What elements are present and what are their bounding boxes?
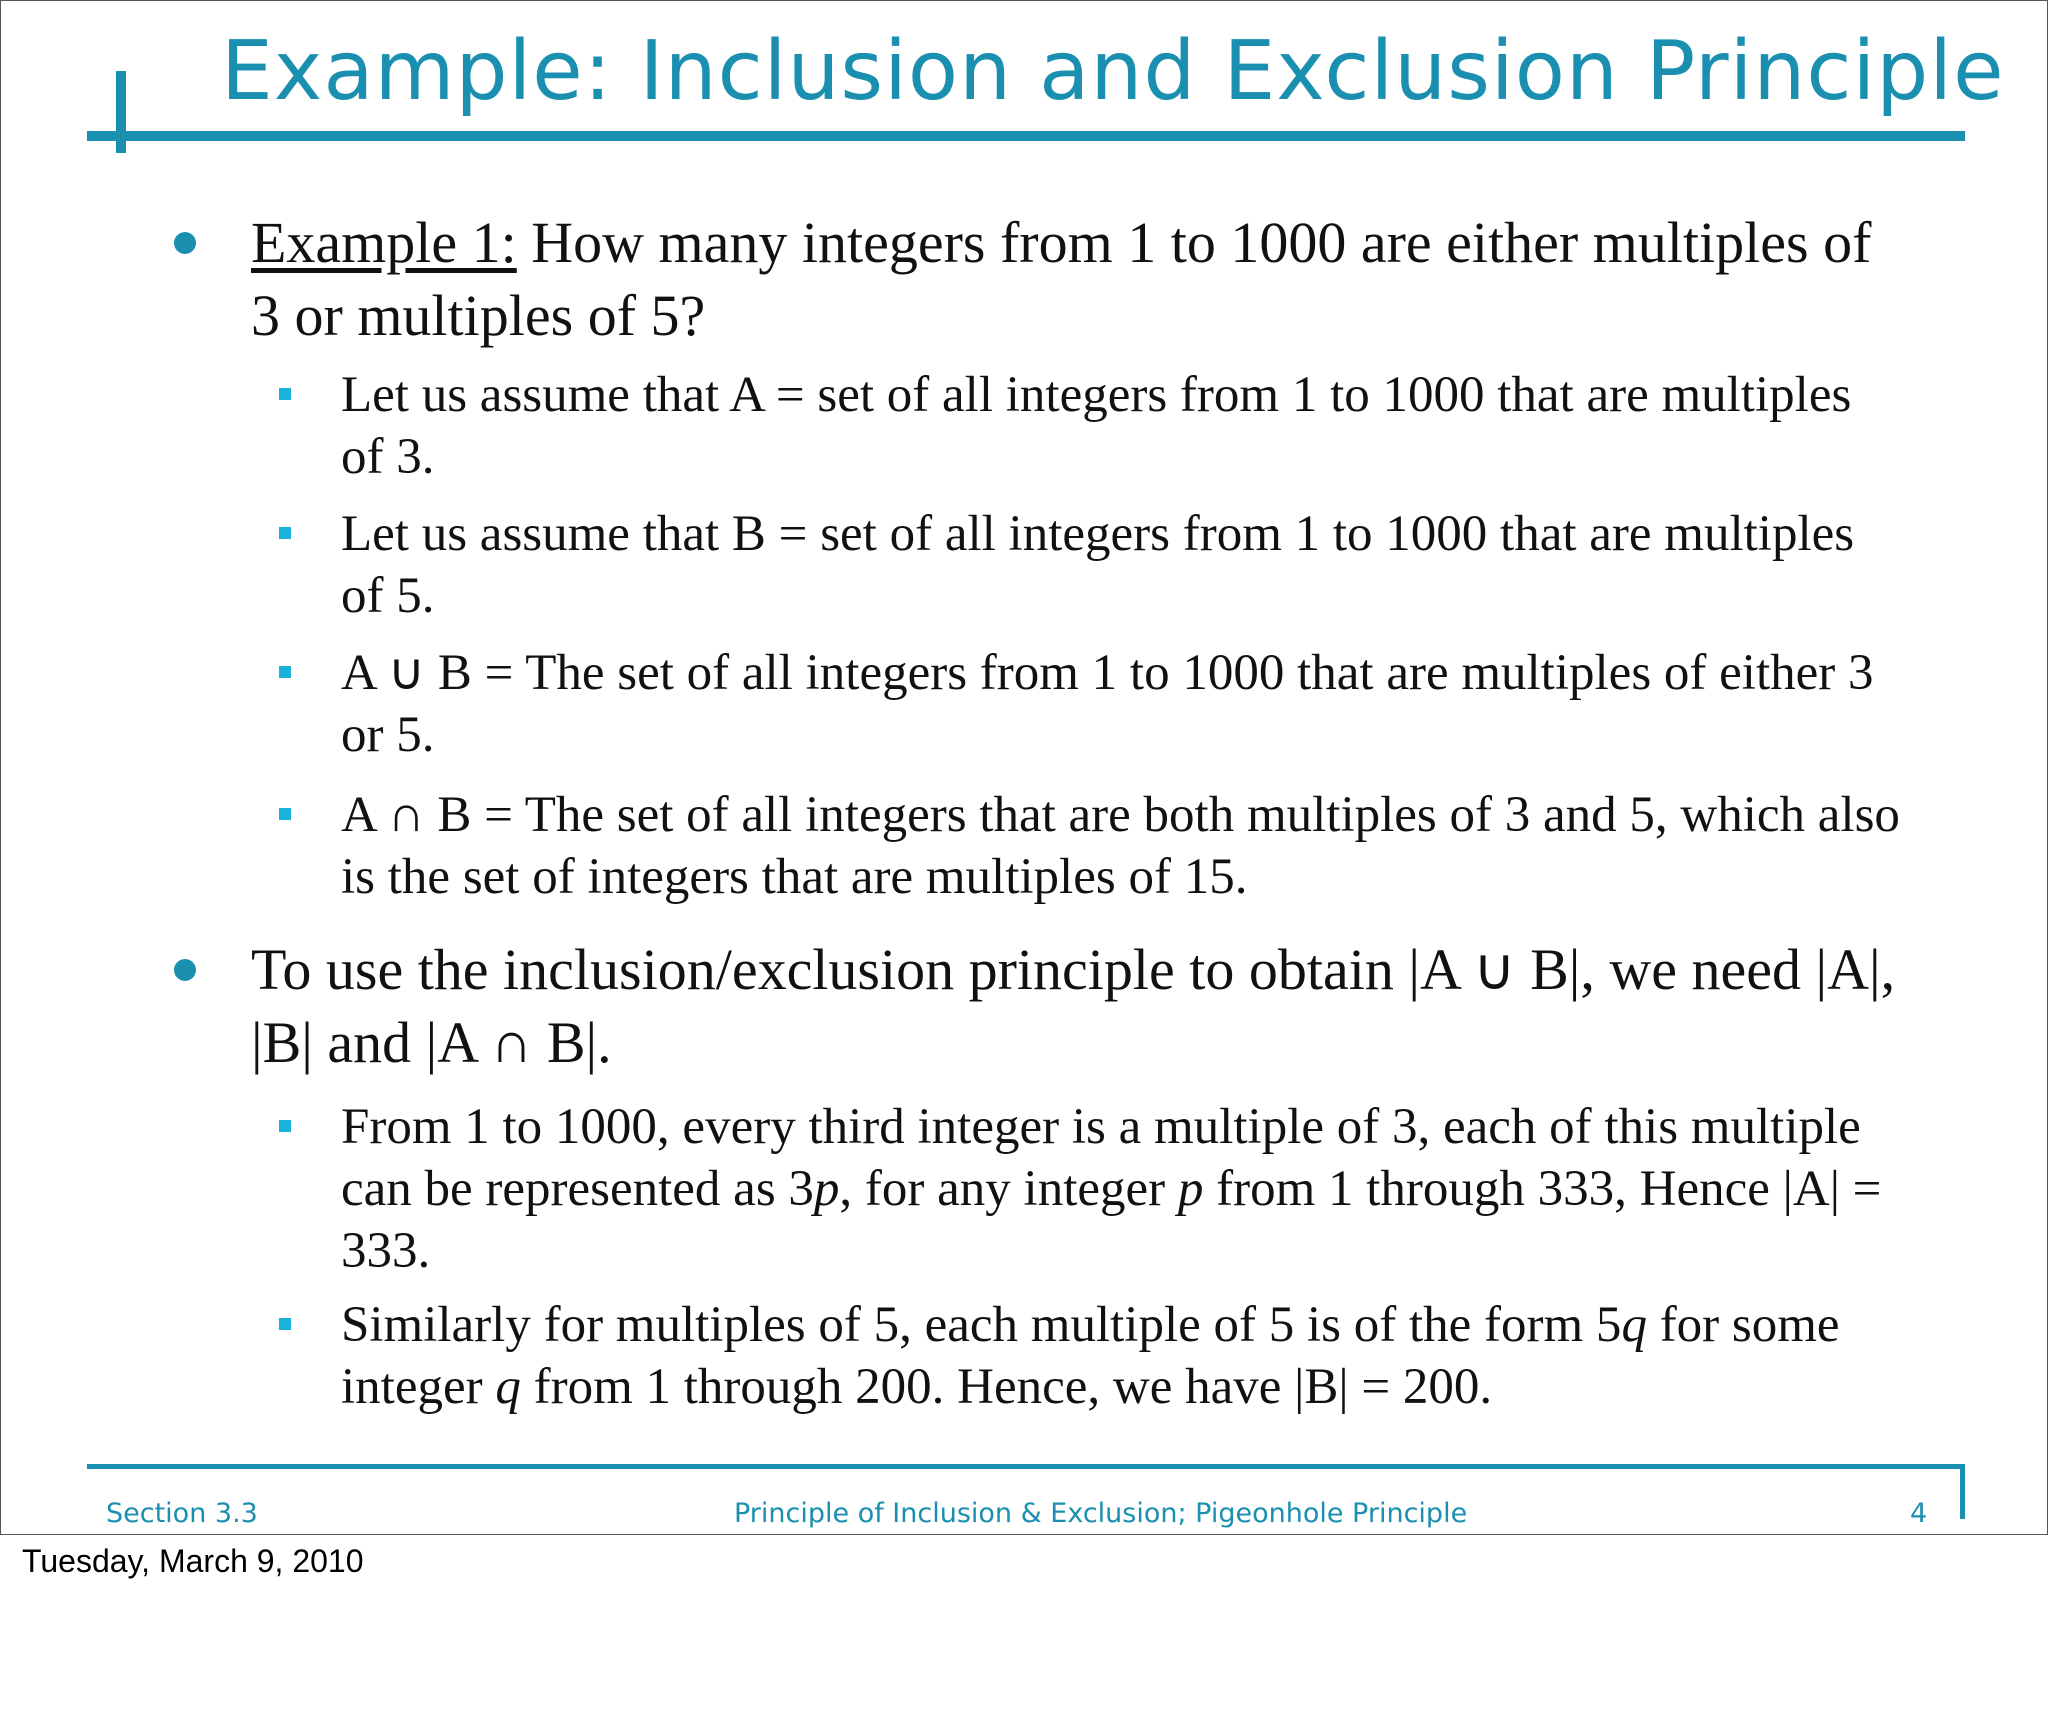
square-bullet-icon (279, 1318, 291, 1330)
bullet-example-1 (251, 206, 1901, 352)
sub-bullet-text: Let us assume that A = set of all integers from 1 to 1000 that are multiples of 3. (341, 367, 1852, 485)
footer-page-number: 4 (1910, 1498, 1928, 1529)
slide-title: Example: Inclusion and Exclusion Principle (221, 24, 2005, 119)
date-caption: Tuesday, March 9, 2010 (22, 1543, 364, 1579)
sub-bullet-count-a (341, 1096, 1901, 1282)
title-rule (87, 131, 1965, 141)
footer-section: Section 3.3 (106, 1498, 258, 1529)
variable-p: p (813, 1161, 840, 1217)
sub-bullet-text: A ∪ B = The set of all integers from 1 to 1000 that are multiples of either 3 or 5. (341, 645, 1874, 763)
footer-rule-tick (1960, 1464, 1965, 1519)
sub-bullet-set-b (341, 503, 1901, 627)
bullet-dot-icon (174, 959, 196, 981)
sub-bullet-text: from 1 through 200. Hence, we have |B| = 200. (520, 1359, 1493, 1415)
sub-bullet-text: Similarly for multiples of 5, each multiple of 5 is of the form 5 (341, 1297, 1622, 1353)
variable-q: q (1621, 1297, 1647, 1353)
sub-bullet-text: , for any integer (839, 1161, 1178, 1217)
sub-bullet-count-b (341, 1294, 1901, 1418)
sub-bullet-union (341, 642, 1901, 766)
variable-q: q (495, 1359, 521, 1415)
bullet-dot-icon (174, 232, 196, 254)
sub-bullet-text: Let us assume that B = set of all integers from 1 to 1000 that are multiples of 5. (341, 506, 1855, 624)
sub-bullet-intersection (341, 784, 1901, 908)
square-bullet-icon (279, 808, 291, 820)
example-label: Example 1: (251, 210, 517, 275)
sub-bullet-text: from 1 through 333, Hence |A| = 333. (341, 1161, 1882, 1279)
square-bullet-icon (279, 666, 291, 678)
sub-bullet-text: From 1 to 1000, every third integer is a multiple of 3, each of this multiple can be represented as 3 (341, 1099, 1861, 1217)
footer-course-title: Principle of Inclusion & Exclusion; Pigeonhole Principle (734, 1498, 1468, 1529)
footer-rule (87, 1464, 1965, 1469)
square-bullet-icon (279, 388, 291, 400)
sub-bullet-text: A ∩ B = The set of all integers that are both multiples of 3 and 5, which also is the set of integers that are multiples of 15. (341, 787, 1900, 905)
sub-bullet-text: for some integer (341, 1297, 1840, 1415)
square-bullet-icon (279, 527, 291, 539)
variable-p: p (1177, 1161, 1204, 1217)
sub-bullet-set-a (341, 364, 1901, 488)
example-question: How many integers from 1 to 1000 are either multiples of 3 or multiples of 5? (251, 210, 1872, 348)
square-bullet-icon (279, 1120, 291, 1132)
bullet-text: To use the inclusion/exclusion principle to obtain |A ∪ B|, we need |A|, |B| and |A ∩ B|. (251, 937, 1896, 1075)
bullet-principle-usage (251, 933, 1901, 1079)
